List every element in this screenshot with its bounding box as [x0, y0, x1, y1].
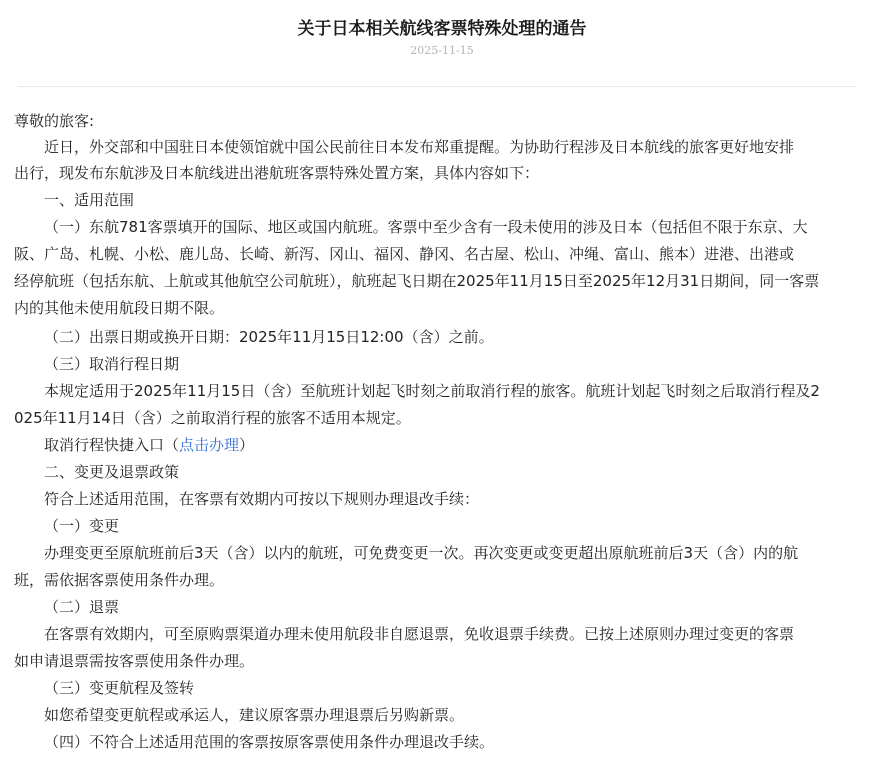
cancel-shortcut [44, 432, 254, 459]
intro-line: 出行，现发布东航涉及日本航线进出港航班客票特殊处置方案，具体内容如下： [14, 164, 540, 182]
paragraph-line: 如申请退票需按客票使用条件办理。 [14, 652, 255, 670]
divider [18, 86, 856, 87]
cancel-shortcut-prefix: 取消行程快捷入口（ [44, 436, 180, 454]
subsection-heading: （三）取消行程日期 [44, 355, 180, 373]
paragraph-line: 如您希望变更航程或承运人，建议原客票办理退票后另购新票。 [44, 706, 465, 724]
subsection-heading: （一）变更 [44, 517, 120, 535]
paragraph-line: （一）东航781客票填开的国际、地区或国内航班。客票中至少含有一段未使用的涉及日本（包括但不限于东京、大 [44, 218, 808, 236]
cancel-trip-link[interactable]: 点击办理 [179, 436, 240, 454]
section-heading: 二、变更及退票政策 [44, 463, 180, 481]
paragraph-line: 阪、广岛、札幌、小松、鹿儿岛、长崎、新泻、冈山、福冈、静冈、名古屋、松山、冲绳、富山、熊本）进港、出港或 [14, 245, 795, 263]
subsection-heading: （三）变更航程及签转 [44, 679, 195, 697]
paragraph-line: 办理变更至原航班前后3天（含）以内的航班，可免费变更一次。再次变更或变更超出原航班前后3天（含）内的航 [44, 544, 799, 562]
paragraph-line: 经停航班（包括东航、上航或其他航空公司航班），航班起飞日期在2025年11月15日至2025年12月31日期间，同一客票 [14, 272, 820, 290]
salutation: 尊敬的旅客: [14, 112, 95, 130]
paragraph-line: 在客票有效期内，可至原购票渠道办理未使用航段非自愿退票，免收退票手续费。已按上述原则办理过变更的客票 [44, 625, 795, 643]
intro-line: 近日，外交部和中国驻日本使领馆就中国公民前往日本发布郑重提醒。为协助行程涉及日本航线的旅客更好地安排 [44, 138, 795, 156]
notice-date: 2025-11-15 [410, 44, 474, 57]
section-heading: 一、适用范围 [44, 191, 135, 209]
subsection-heading: （二）退票 [44, 598, 120, 616]
notice-title: 关于日本相关航线客票特殊处理的通告 [297, 19, 587, 39]
cancel-shortcut-suffix: ） [239, 436, 255, 454]
paragraph-line: 025年11月14日（含）之前取消行程的旅客不适用本规定。 [14, 409, 411, 427]
subsection-heading: （二）出票日期或换开日期：2025年11月15日12:00（含）之前。 [44, 328, 494, 346]
subsection-heading: （四）不符合上述适用范围的客票按原客票使用条件办理退改手续。 [44, 733, 495, 751]
paragraph-line: 班，需依据客票使用条件办理。 [14, 571, 225, 589]
paragraph-line: 内的其他未使用航段日期不限。 [14, 299, 225, 317]
paragraph-line: 符合上述适用范围，在客票有效期内可按以下规则办理退改手续： [44, 490, 480, 508]
paragraph-line: 本规定适用于2025年11月15日（含）至航班计划起飞时刻之前取消行程的旅客。航班计划起飞时刻之后取消行程及2 [44, 382, 820, 400]
